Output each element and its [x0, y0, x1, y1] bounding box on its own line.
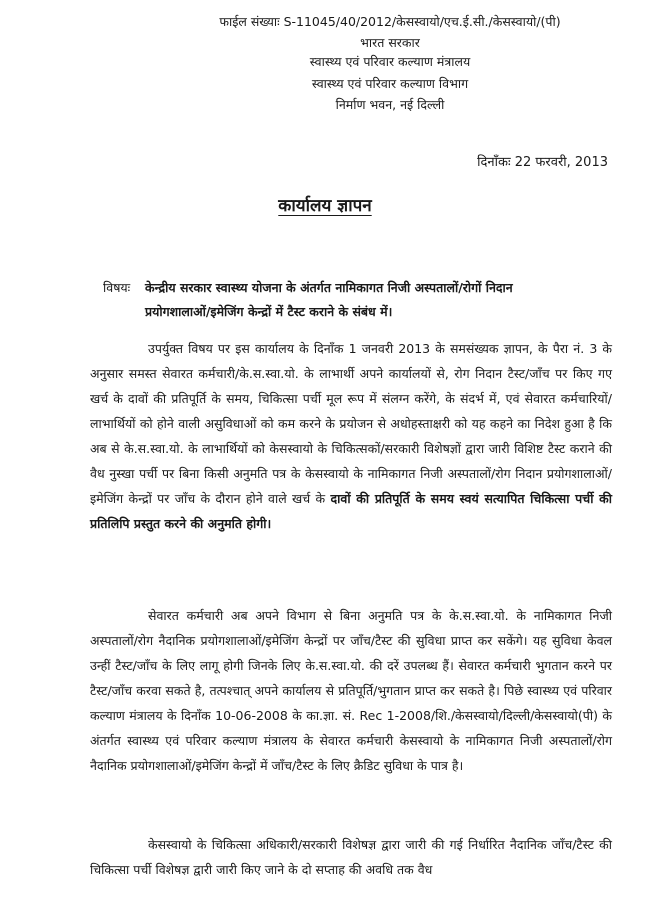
- header-line-ministry: स्वास्थ्य एवं परिवार कल्याण मंत्रालय: [309, 54, 471, 69]
- subject-line-1: केन्द्रीय सरकार स्वास्थ्य योजना के अंतर्गत नामिकागत निजी अस्पतालों/रोगों निदान: [145, 280, 513, 295]
- document-date: दिनाँकः 22 फरवरी, 2013: [477, 155, 608, 170]
- header-line-department: स्वास्थ्य एवं परिवार कल्याण विभाग: [311, 76, 469, 91]
- subject-block: [103, 276, 603, 324]
- paragraph-2: [90, 603, 612, 778]
- paragraph-1-bold-text: दावों की प्रतिपूर्ति के समय स्वयं सत्यापित चिकित्सा पर्ची की प्रतिलिपि प्रस्तुत करने की अनुमति होगी।: [90, 491, 612, 531]
- header-line-government: भारत सरकार: [360, 35, 420, 50]
- paragraph-3: [90, 832, 612, 882]
- file-number: फाईल संख्याः S-11045/40/2012/केसस्वायो/एच.ई.सी./केसस्वायो/(पी): [219, 14, 561, 29]
- paragraph-1-text: उपर्युक्त विषय पर इस कार्यालय के दिनाँक 1 जनवरी 2013 के समसंख्यक ज्ञापन, के पैरा नं. 3 के अनुसार समस्त सेवारत कर्मचारी/के.स.स्वा.यो. के लाभार्थी अपने कार्यालयों से, रोग निदान टैस्ट/जाँच पर किए गए खर्च के दावों की प्रतिपूर्ति के समय, चिकित्सा पर्ची मूल रूप में संलग्न करेंगे, के संदर्भ में, एवं सेवारत कर्मचारियों/लाभार्थियों को होने वाली असुविधाओं को कम करने के प्रयोजन से अधोहस्ताक्षरी को यह कहने का निदेश हुआ है कि अब से के.स.स्वा.यो. के लाभार्थियों को केसस्वायो के चिकित्सकों/सरकारी विशेषज्ञों द्वारा जारी विशिष्ट टैस्ट कराने की वैध नुस्खा पर्ची पर बिना किसी अनुमति पत्र के केसस्वायो के नामिकागत निजी अस्पतालों/रोग निदान प्रयोगशालाओं/इमेजिंग केन्द्रों पर जाँच के दौरान होने वाले खर्च के: [90, 341, 612, 506]
- header-line-address: निर्माण भवन, नई दिल्ली: [335, 97, 445, 112]
- subject-line-2: प्रयोगशालाओं/इमेजिंग केन्द्रों में टैस्ट कराने के संबंध में।: [145, 304, 393, 319]
- paragraph-3-text: केसस्वायो के चिकित्सा अधिकारी/सरकारी विशेषज्ञ द्वारा जारी की गई निर्धारित नैदानिक जाँच/टैस्ट की चिकित्सा पर्ची विशेषज्ञ द्वारी जारी किए जाने के दो सप्ताह की अवधि तक वैध: [90, 837, 612, 877]
- title-text: कार्यालय ज्ञापन: [278, 196, 372, 216]
- paragraph-1: [90, 336, 612, 536]
- subject-label: विषयः: [103, 280, 131, 295]
- paragraph-2-text: सेवारत कर्मचारी अब अपने विभाग से बिना अनुमति पत्र के के.स.स्वा.यो. के नामिकागत निजी अस्पतालों/रोग नैदानिक प्रयोगशालाओं/इमेजिंग केन्द्रों पर जाँच/टैस्ट की सुविधा प्राप्त कर सकेंगे। यह सुविधा केवल उन्हीं टैस्ट/जाँच के लिए लागू होगी जिनके लिए के.स.स्वा.यो. की दरें उपलब्ध हैं। सेवारत कर्मचारी भुगतान करने पर टैस्ट/जाँच करवा सकते है, तत्पश्चात् अपने कार्यालय से प्रतिपूर्ति/भुगतान प्राप्त कर सकते है। पिछे स्वास्थ्य एवं परिवार कल्याण मंत्रालय के दिनाँक 10-06-2008 के का.ज्ञा. सं. Rec 1-2008/शि./केसस्वायो/दिल्ली/केसस्वायो(पी) के अंतर्गत स्वास्थ्य एवं परिवार कल्याण मंत्रालय के सेवारत कर्मचारी केसस्वायो के नामिकागत निजी अस्पतालों/रोग नैदानिक प्रयोगशालाओं/इमेजिंग केन्द्रों में जाँच/टैस्ट के लिए क्रैडिट सुविधा के पात्र है।: [90, 608, 612, 773]
- page-title: [0, 193, 650, 216]
